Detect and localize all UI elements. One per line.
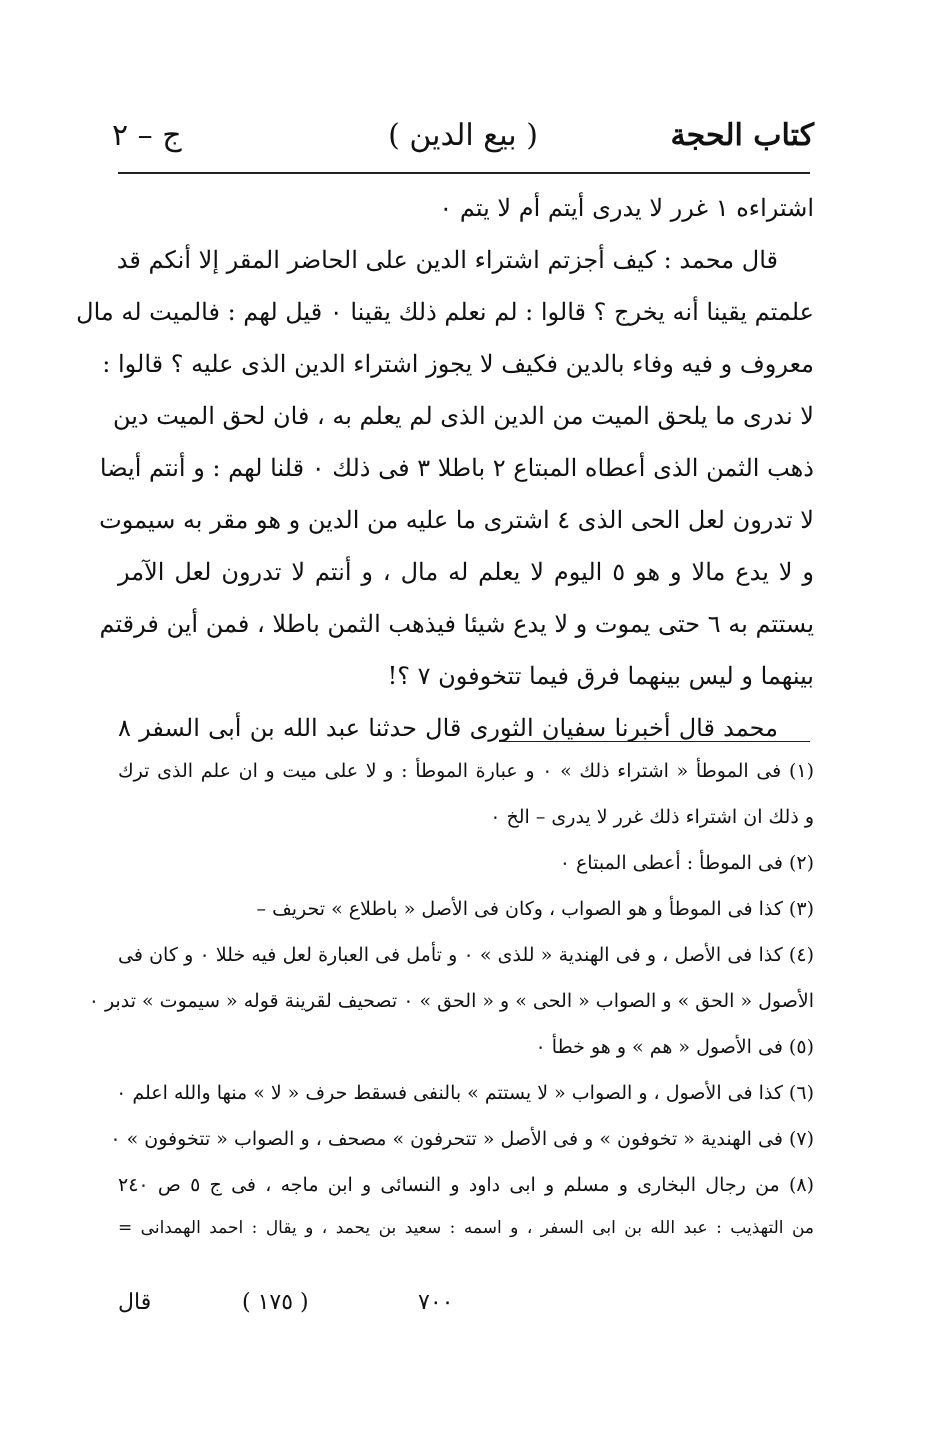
footnote-line: و ذلك ان اشتراء ذلك غرر لا يدرى – الخ ٠ <box>490 806 814 828</box>
page-number: ٧٠٠ <box>418 1290 454 1315</box>
text-line: و لا يدع مالا و هو ٥ اليوم لا يعلم له مال ، و أنتم لا تدرون لعل الآمر <box>118 558 814 586</box>
text-line: محمد قال أخبرنا سفيان الثورى قال حدثنا عبد الله بن أبى السفر ٨ <box>118 714 778 742</box>
footnote-line: (٦) كذا فى الأصول ، و الصواب « لا يستتم » بالنفى فسقط حرف « لا » منها والله اعلم ٠ <box>116 1082 814 1104</box>
text-line: ذهب الثمن الذى أعطاه المبتاع ٢ باطلا ٣ فى ذلك ٠ قلنا لهم : و أنتم أيضا <box>99 454 814 482</box>
header-rule <box>118 172 810 174</box>
text-line: لا ندرى ما يلحق الميت من الدين الذى لم يعلم به ، فان لحق الميت دين <box>112 402 814 430</box>
footnote-line: (٤) كذا فى الأصل ، و فى الهندية « للذى » ٠ و تأمل فى العبارة لعل فيه خللا ٠ و كان فى <box>118 944 814 966</box>
footnote-line: (٧) فى الهندية « تخوفون » و فى الأصل « تتحرفون » مصحف ، و الصواب « تتخوفون » ٠ <box>110 1128 814 1150</box>
footnote-line: من التهذيب : عبد الله بن ابى السفر ، و اسمه : سعيد بن يحمد ، و يقال : احمد الهمدانى = <box>118 1218 814 1238</box>
text-line: يستتم به ٦ حتى يموت و لا يدع شيئا فيذهب الثمن باطلا ، فمن أين فرقتم <box>99 610 814 638</box>
footnote-line: (٥) فى الأصول « هم » و هو خطأ ٠ <box>535 1036 814 1058</box>
footnote-rule <box>500 741 810 742</box>
footnotes <box>88 748 814 1249</box>
footnote-line: الأصول « الحق » و الصواب « الحى » و « الحق » ٠ تصحيف لقرينة قوله « سيموت » تدبر ٠ <box>88 990 814 1012</box>
text-line: قال محمد : كيف أجزتم اشتراء الدين على الحاضر المقر إلا أنكم قد <box>116 246 778 274</box>
section-title: ( بيع الدين ) <box>388 118 538 153</box>
running-header <box>112 118 814 168</box>
catchword: قال <box>118 1290 152 1315</box>
text-line: علمتم يقينا أنه يخرج ؟ قالوا : لم نعلم ذلك يقينا ٠ قيل لهم : فالميت له مال <box>76 298 814 326</box>
book-title: كتاب الحجة <box>670 118 814 153</box>
text-line: معروف و فيه وفاء بالدين فكيف لا يجوز اشتراء الدين الذى عليه ؟ قالوا : <box>102 350 814 378</box>
volume-label: ج – ٢ <box>112 118 182 153</box>
text-line: لا تدرون لعل الحى الذى ٤ اشترى ما عليه من الدين و هو مقر به سيموت <box>99 506 814 534</box>
item-number: ( ١٧٥ ) <box>242 1290 309 1315</box>
text-line: بينهما و ليس بينهما فرق فيما تتخوفون ٧ ؟! <box>387 662 814 690</box>
footnote-line: (٢) فى الموطأ : أعطى المبتاع ٠ <box>559 852 814 874</box>
footnote-line: (٣) كذا فى الموطأ و هو الصواب ، وكان فى الأصل « باطلاع » تحريف – <box>256 898 814 920</box>
page-footer <box>118 1290 814 1330</box>
text-line: اشتراءه ١ غرر لا يدرى أيتم أم لا يتم ٠ <box>439 194 814 222</box>
footnote-line: (١) فى الموطأ « اشتراء ذلك » ٠ و عبارة الموطأ : و لا على ميت و ان علم الذى ترك <box>118 760 814 782</box>
footnote-line: (٨) من رجال البخارى و مسلم و ابى داود و النسائى و ابن ماجه ، فى ج ٥ ص ٢٤٠ <box>118 1174 814 1196</box>
main-text <box>76 182 814 754</box>
